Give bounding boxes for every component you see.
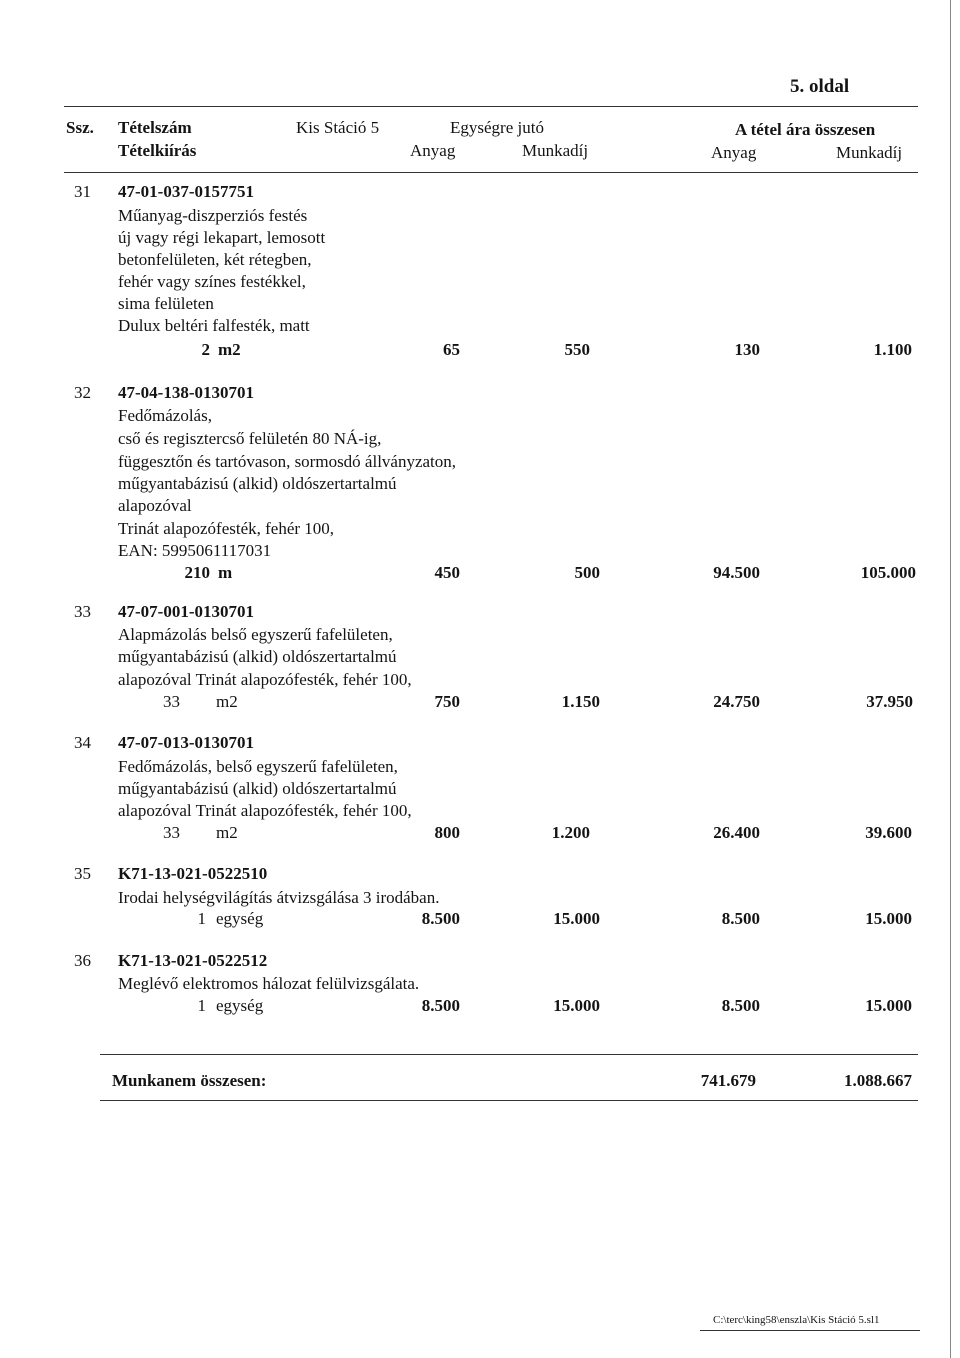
item-code: 47-07-013-0130701 (118, 733, 254, 752)
item-unit: m2 (218, 340, 241, 359)
summary-top-rule (100, 1054, 918, 1055)
unit-labor-price: 1.150 (561, 692, 600, 711)
item-unit: m2 (216, 823, 238, 842)
total-labor-price: 105.000 (860, 563, 916, 582)
unit-material-price: 8.500 (421, 909, 460, 928)
item-description-line: műgyantabázisú (alkid) oldószertartalmú (118, 474, 397, 493)
summary-label: Munkanem összesen: (112, 1071, 267, 1090)
header-top-rule (64, 106, 918, 107)
item-code: 47-04-138-0130701 (118, 383, 254, 402)
item-quantity: 33 (163, 692, 180, 711)
unit-material-price: 450 (434, 563, 460, 582)
header-item-number: Tételszám (118, 118, 192, 137)
item-code: 47-07-001-0130701 (118, 602, 254, 621)
header-description: Tételkiírás (118, 141, 197, 160)
summary-total-labor: 1.088.667 (844, 1071, 912, 1090)
summary-bottom-rule (100, 1100, 918, 1101)
item-description-line: új vagy régi lekapart, lemosott (118, 228, 326, 247)
unit-material-price: 800 (434, 823, 460, 842)
footer-rule (700, 1330, 920, 1331)
header-total-material: Anyag (711, 143, 757, 162)
scan-edge (950, 0, 951, 1358)
item-description-line: műgyantabázisú (alkid) oldószertartalmú (118, 779, 397, 798)
summary-total-material: 741.679 (700, 1071, 756, 1090)
item-description-line: Fedőmázolás, (118, 406, 212, 425)
header-project-name: Kis Stáció 5 (296, 118, 380, 137)
page-number: 5. oldal (790, 76, 850, 97)
item-description-line: Trinát alapozófesték, fehér 100, (118, 519, 335, 538)
item-unit: m (218, 563, 233, 582)
header-total-labor: Munkadíj (836, 143, 903, 162)
item-description-line: Irodai helységvilágítás átvizsgálása 3 irodában. (118, 888, 440, 907)
item-description-line: alapozóval Trinát alapozófesték, fehér 100, (118, 801, 412, 820)
total-labor-price: 39.600 (865, 823, 912, 842)
item-quantity: 33 (163, 823, 180, 842)
item-code: K71-13-021-0522512 (118, 951, 268, 970)
item-number: 35 (74, 864, 91, 883)
unit-labor-price: 550 (564, 340, 590, 359)
item-description-line: Meglévő elektromos hálozat felülvizsgálata. (118, 974, 420, 993)
item-description-line: Fedőmázolás, belső egyszerű fafelületen, (118, 757, 398, 776)
unit-labor-price: 15.000 (553, 996, 600, 1015)
total-labor-price: 15.000 (865, 996, 912, 1015)
total-material-price: 130 (734, 340, 760, 359)
item-description-line: Alapmázolás belső egyszerű fafelületen, (118, 625, 393, 644)
item-quantity: 1 (197, 996, 206, 1015)
item-description-line: sima felületen (118, 294, 214, 313)
item-quantity: 2 (201, 340, 210, 359)
item-quantity: 1 (197, 909, 206, 928)
item-unit: m2 (216, 692, 238, 711)
header-unit-price: Egységre jutó (450, 118, 544, 137)
item-description-line: fehér vagy színes festékkel, (118, 272, 306, 291)
header-number: Ssz. (66, 118, 94, 137)
unit-material-price: 750 (434, 692, 460, 711)
item-description-line: műgyantabázisú (alkid) oldószertartalmú (118, 647, 397, 666)
total-material-price: 26.400 (713, 823, 760, 842)
item-number: 36 (74, 951, 91, 970)
item-unit: egység (216, 996, 264, 1015)
total-labor-price: 1.100 (873, 340, 912, 359)
total-material-price: 24.750 (713, 692, 760, 711)
file-path: C:\terc\king58\enszla\Kis Stáció 5.sl1 (713, 1314, 880, 1326)
header-unit-material: Anyag (410, 141, 456, 160)
item-code: 47-01-037-0157751 (118, 182, 254, 201)
total-material-price: 8.500 (721, 909, 760, 928)
item-description-line: betonfelületen, két rétegben, (118, 250, 312, 269)
item-unit: egység (216, 909, 264, 928)
header-total-price: A tétel ára összesen (735, 120, 876, 139)
total-labor-price: 15.000 (865, 909, 912, 928)
item-number: 34 (74, 733, 91, 752)
item-description-line: cső és regisztercső felületén 80 NÁ-ig, (118, 429, 382, 448)
item-description-line: függesztőn és tartóvason, sormosdó állványzaton, (118, 452, 457, 471)
item-number: 31 (74, 182, 91, 201)
item-description-line: alapozóval Trinát alapozófesték, fehér 100, (118, 670, 412, 689)
unit-labor-price: 1.200 (551, 823, 590, 842)
header-unit-labor: Munkadíj (522, 141, 589, 160)
header-bottom-rule (64, 172, 918, 173)
item-quantity: 210 (184, 563, 210, 582)
total-material-price: 8.500 (721, 996, 760, 1015)
unit-labor-price: 15.000 (553, 909, 600, 928)
unit-material-price: 8.500 (421, 996, 460, 1015)
item-description-line: Dulux beltéri falfesték, matt (118, 316, 310, 335)
unit-labor-price: 500 (574, 563, 600, 582)
item-description-line: Műanyag-diszperziós festés (118, 206, 308, 225)
total-labor-price: 37.950 (866, 692, 913, 711)
item-description-line: alapozóval (118, 496, 192, 515)
total-material-price: 94.500 (713, 563, 760, 582)
unit-material-price: 65 (443, 340, 460, 359)
item-number: 32 (74, 383, 91, 402)
item-code: K71-13-021-0522510 (118, 864, 268, 883)
item-description-line: EAN: 5995061117031 (118, 541, 272, 560)
item-number: 33 (74, 602, 91, 621)
